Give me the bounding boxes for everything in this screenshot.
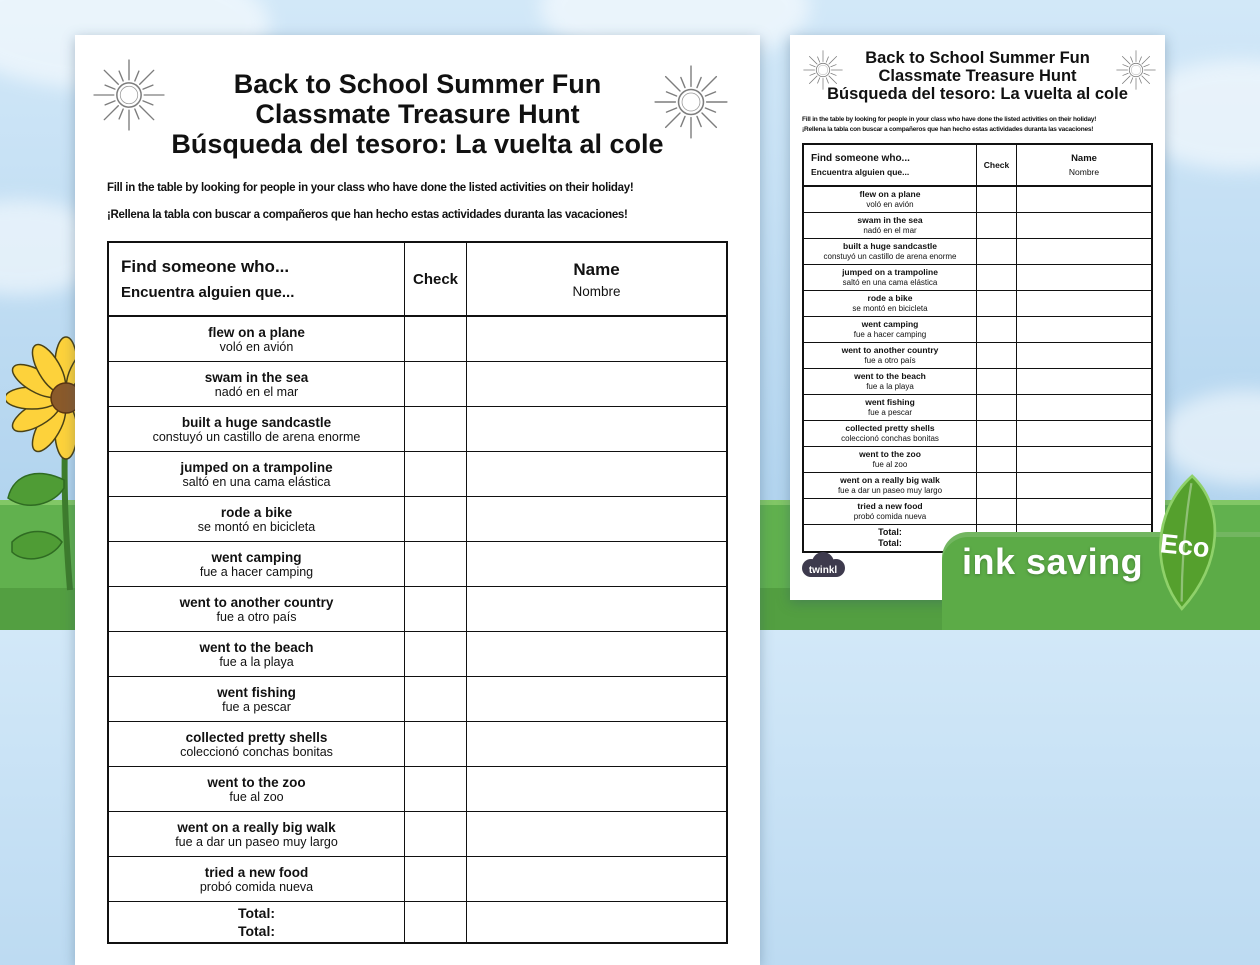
name-cell xyxy=(1016,395,1151,420)
activity-cell: went to the beach fue a la playa xyxy=(199,639,314,669)
svg-text:twinkl: twinkl xyxy=(808,565,838,576)
check-cell xyxy=(404,497,466,541)
table-row xyxy=(109,676,726,721)
activity-cell: tried a new food probó comida nueva xyxy=(853,501,927,521)
name-cell xyxy=(1016,343,1151,368)
table-row xyxy=(804,472,1151,498)
table-row xyxy=(109,361,726,406)
name-cell xyxy=(1016,421,1151,446)
name-cell xyxy=(466,542,726,586)
activity-cell: collected pretty shells coleccionó conchas bonitas xyxy=(841,423,939,443)
table-row xyxy=(804,238,1151,264)
activity-cell: went to another country fue a otro país xyxy=(841,345,939,365)
name-cell xyxy=(466,722,726,766)
name-cell xyxy=(466,677,726,721)
svg-text:Eco: Eco xyxy=(1158,528,1212,564)
activity-cell: went camping fue a hacer camping xyxy=(199,549,314,579)
table-row xyxy=(109,406,726,451)
name-cell xyxy=(1016,317,1151,342)
name-cell xyxy=(466,497,726,541)
table-row xyxy=(804,446,1151,472)
activity-cell: went to another country fue a otro país xyxy=(179,594,334,624)
total-name-cell xyxy=(466,902,726,942)
instructions xyxy=(802,115,1153,135)
title-line-2: Classmate Treasure Hunt xyxy=(878,67,1077,85)
activity-cell: built a huge sandcastle constuyó un castillo de arena enorme xyxy=(152,414,361,444)
table-row xyxy=(109,541,726,586)
instruction-en: Fill in the table by looking for people in your class who have done the listed activities on their holiday! xyxy=(107,182,634,194)
worksheet-title xyxy=(802,35,1153,103)
total-label-cell: Total: Total: xyxy=(237,905,276,939)
table-row xyxy=(109,586,726,631)
header-find-someone: Find someone who... Encuentra alguien que... xyxy=(121,257,295,301)
activity-cell: went fishing fue a pescar xyxy=(217,684,296,714)
table-row xyxy=(804,498,1151,524)
check-cell xyxy=(404,452,466,496)
activity-cell: went to the zoo fue al zoo xyxy=(859,449,921,469)
sun-icon xyxy=(91,57,167,133)
table-row xyxy=(804,264,1151,290)
table-row xyxy=(109,451,726,496)
table-row xyxy=(109,856,726,901)
table-row xyxy=(804,316,1151,342)
instruction-es: ¡Rellena la tabla con buscar a compañeros que han hecho estas actividades duranta las vacaciones! xyxy=(802,126,1094,133)
instructions xyxy=(107,175,728,229)
table-row xyxy=(804,342,1151,368)
activity-cell: swam in the sea nadó en el mar xyxy=(857,215,923,235)
name-cell xyxy=(1016,499,1151,524)
activity-cell: went to the zoo fue al zoo xyxy=(207,774,306,804)
instruction-en: Fill in the table by looking for people in your class who have done the listed activities on their holiday! xyxy=(802,116,1097,123)
check-cell xyxy=(976,343,1016,368)
name-cell xyxy=(1016,187,1151,212)
sun-icon xyxy=(802,49,844,91)
check-cell xyxy=(976,213,1016,238)
table-row xyxy=(804,394,1151,420)
table-row xyxy=(109,721,726,766)
check-cell xyxy=(976,369,1016,394)
header-name: Name Nombre xyxy=(1016,145,1151,185)
check-cell xyxy=(404,767,466,811)
check-cell xyxy=(404,677,466,721)
activity-cell: went camping fue a hacer camping xyxy=(853,319,927,339)
activity-cell: collected pretty shells coleccionó conchas bonitas xyxy=(180,729,333,759)
name-cell xyxy=(1016,369,1151,394)
worksheet-title xyxy=(107,35,728,159)
check-cell xyxy=(404,362,466,406)
name-cell xyxy=(1016,213,1151,238)
eco-leaf-badge xyxy=(1132,464,1237,625)
activity-cell: went on a really big walk fue a dar un paseo muy largo xyxy=(837,475,943,495)
table-row xyxy=(804,290,1151,316)
name-cell xyxy=(466,452,726,496)
table-row xyxy=(804,420,1151,446)
total-label-cell: Total: Total: xyxy=(878,527,902,548)
title-line-1: Back to School Summer Fun xyxy=(233,69,602,99)
name-cell xyxy=(466,632,726,676)
check-cell xyxy=(976,447,1016,472)
table-header-row xyxy=(804,145,1151,187)
header-name: Name Nombre xyxy=(466,243,726,315)
table-body xyxy=(109,317,726,901)
activity-cell: flew on a plane voló en avión xyxy=(208,324,305,354)
name-cell xyxy=(1016,291,1151,316)
name-cell xyxy=(466,407,726,451)
table-row xyxy=(109,766,726,811)
table-row xyxy=(109,631,726,676)
name-cell xyxy=(466,587,726,631)
table-row xyxy=(804,212,1151,238)
check-cell xyxy=(976,499,1016,524)
title-line-2: Classmate Treasure Hunt xyxy=(255,99,580,129)
title-line-3: Búsqueda del tesoro: La vuelta al cole xyxy=(171,129,664,159)
check-cell xyxy=(404,587,466,631)
check-cell xyxy=(976,187,1016,212)
treasure-hunt-table xyxy=(802,143,1153,553)
check-cell xyxy=(404,542,466,586)
table-row xyxy=(109,811,726,856)
activity-cell: rode a bike se montó en bicicleta xyxy=(852,293,928,313)
activity-cell: built a huge sandcastle constuyó un castillo de arena enorme xyxy=(823,241,957,261)
activity-cell: flew on a plane voló en avión xyxy=(859,189,921,209)
activity-cell: jumped on a trampoline saltó en una cama elástica xyxy=(842,267,938,287)
check-cell xyxy=(404,812,466,856)
activity-cell: went on a really big walk fue a dar un paseo muy largo xyxy=(175,819,338,849)
check-cell xyxy=(404,722,466,766)
activity-cell: went to the beach fue a la playa xyxy=(854,371,926,391)
activity-cell: went fishing fue a pescar xyxy=(865,397,915,417)
title-line-1: Back to School Summer Fun xyxy=(865,49,1090,67)
worksheet-preview-large xyxy=(75,35,760,965)
check-cell xyxy=(976,291,1016,316)
title-line-3: Búsqueda del tesoro: La vuelta al cole xyxy=(827,85,1128,103)
check-cell xyxy=(404,317,466,361)
name-cell xyxy=(466,317,726,361)
total-row xyxy=(109,901,726,942)
activity-cell: tried a new food probó comida nueva xyxy=(199,864,314,894)
activity-cell: rode a bike se montó en bicicleta xyxy=(197,504,316,534)
check-cell xyxy=(404,632,466,676)
table-row xyxy=(109,317,726,361)
table-row xyxy=(804,187,1151,212)
name-cell xyxy=(1016,473,1151,498)
worksheet-preview-small xyxy=(790,35,1165,600)
twinkl-logo xyxy=(799,552,847,580)
name-cell xyxy=(1016,239,1151,264)
name-cell xyxy=(466,857,726,901)
name-cell xyxy=(466,812,726,856)
header-check: Check xyxy=(976,145,1016,185)
check-cell xyxy=(976,421,1016,446)
name-cell xyxy=(1016,265,1151,290)
activity-cell: jumped on a trampoline saltó en una cama elástica xyxy=(180,459,333,489)
check-cell xyxy=(404,407,466,451)
check-cell xyxy=(976,473,1016,498)
table-header-row xyxy=(109,243,726,317)
check-cell xyxy=(404,857,466,901)
check-cell xyxy=(976,265,1016,290)
instruction-es: ¡Rellena la tabla con buscar a compañeros que han hecho estas actividades duranta las vacaciones! xyxy=(107,209,628,221)
check-cell xyxy=(976,395,1016,420)
name-cell xyxy=(1016,447,1151,472)
check-cell xyxy=(976,239,1016,264)
sun-icon xyxy=(1115,49,1157,91)
activity-cell: swam in the sea nadó en el mar xyxy=(204,369,309,399)
total-check-cell xyxy=(404,902,466,942)
treasure-hunt-table xyxy=(107,241,728,944)
table-body xyxy=(804,187,1151,524)
table-row xyxy=(804,368,1151,394)
header-find-someone: Find someone who... Encuentra alguien que... xyxy=(811,153,910,177)
check-cell xyxy=(976,317,1016,342)
ink-saving-label: ink saving xyxy=(962,541,1144,582)
header-check: Check xyxy=(404,243,466,315)
sun-icon xyxy=(652,63,730,141)
table-row xyxy=(109,496,726,541)
name-cell xyxy=(466,767,726,811)
name-cell xyxy=(466,362,726,406)
